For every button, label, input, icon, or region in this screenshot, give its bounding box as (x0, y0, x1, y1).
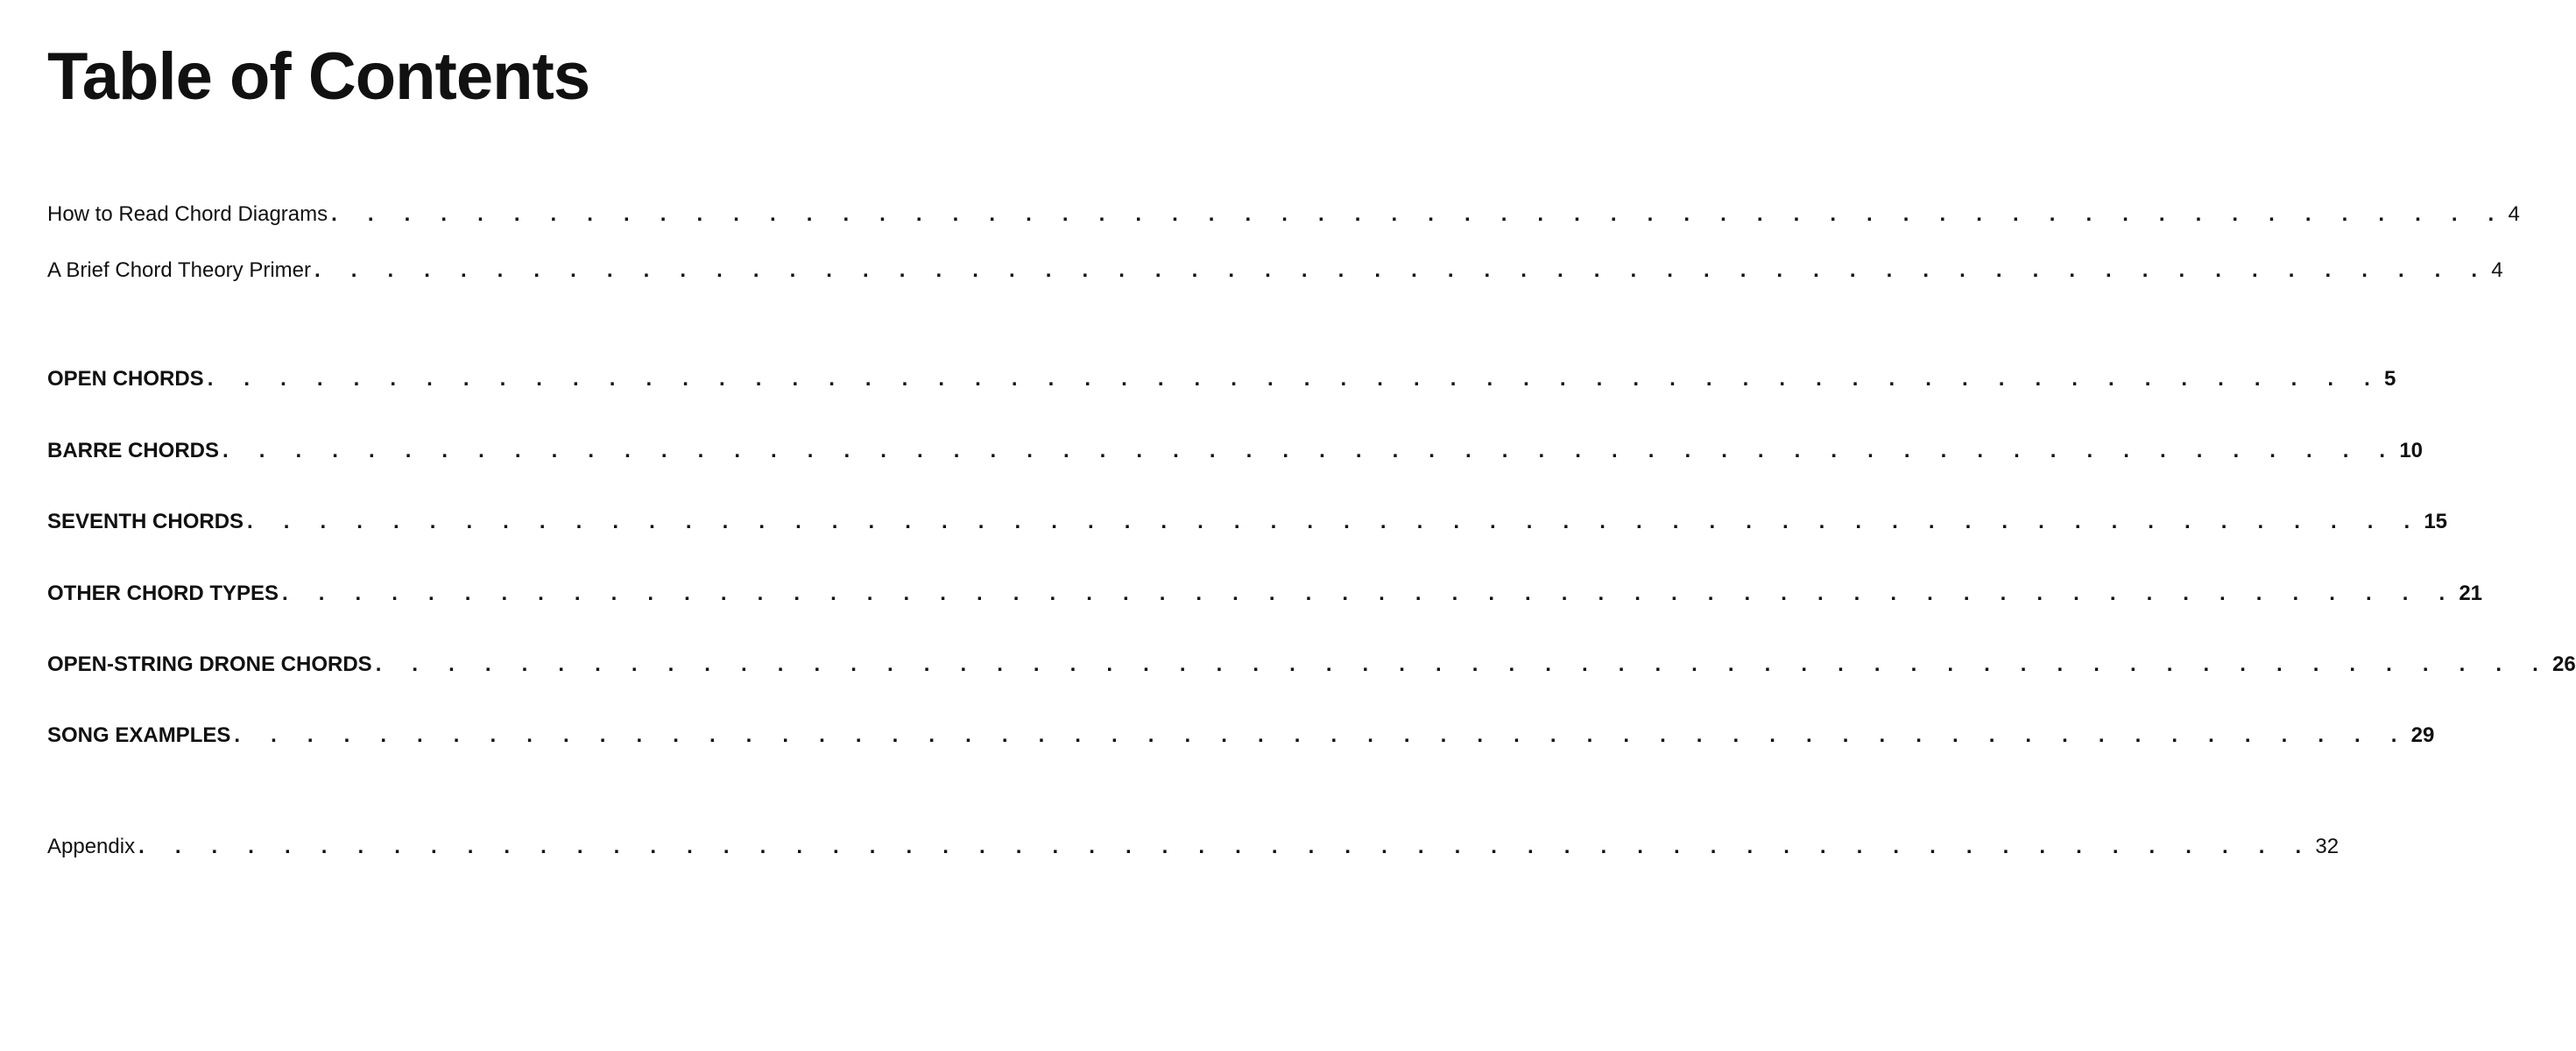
toc-entry-label: How to Read Chord Diagrams (47, 202, 328, 226)
toc-entry-label: OPEN CHORDS (47, 367, 204, 391)
toc-entry-label: BARRE CHORDS (47, 439, 220, 462)
toc-entry-song-examples[interactable] (47, 723, 2435, 747)
toc-entry-label: A Brief Chord Theory Primer (47, 258, 311, 282)
toc-entry-page-number: 4 (2491, 258, 2503, 282)
toc-entry-label: OPEN-STRING DRONE CHORDS (47, 652, 372, 676)
toc-entry-page-number: 32 (2315, 835, 2340, 858)
toc-entry-other-chord-types[interactable] (47, 582, 2483, 605)
toc-entry-page-number: 29 (2410, 723, 2435, 747)
toc-entry-label: SEVENTH CHORDS (47, 510, 244, 533)
toc-entry-page-number: 10 (2399, 439, 2424, 462)
toc-entry-label: SONG EXAMPLES (47, 723, 231, 747)
toc-entry-label: OTHER CHORD TYPES (47, 582, 279, 605)
toc-entry-page-number: 21 (2459, 582, 2483, 605)
dot-leader: . . . . . . . . . . . . . . . . . . . . . . . . . . . . . . . . . . . . . . . . . . . . . . . . . . . . . . . . . . . . (331, 202, 2507, 226)
toc-entry-appendix[interactable] (47, 835, 2340, 858)
toc-entry-page-number: 4 (2508, 202, 2520, 226)
toc-entry-open-string-drone-chords[interactable] (47, 652, 2576, 676)
toc-entry-open-chords[interactable] (47, 367, 2396, 391)
toc-entry-page-number: 15 (2424, 510, 2448, 533)
dot-leader: . . . . . . . . . . . . . . . . . . . . . . . . . . . . . . . . . . . . . . . . . . . . . . . . . . . . . . . . . . . . (282, 582, 2458, 605)
toc-entry-how-to-read-chord-diagrams[interactable] (47, 202, 2520, 226)
toc-entry-brief-chord-theory-primer[interactable] (47, 258, 2503, 282)
dot-leader: . . . . . . . . . . . . . . . . . . . . . . . . . . . . . . . . . . . . . . . . . . . . . . . . . . . . . . . . . . . . (375, 652, 2551, 676)
dot-leader: . . . . . . . . . . . . . . . . . . . . . . . . . . . . . . . . . . . . . . . . . . . . . . . . . . . . . . . . . . . . (207, 367, 2382, 391)
toc-entry-page-number: 26 (2551, 652, 2576, 676)
page-title: Table of Contents (47, 39, 590, 114)
dot-leader: . . . . . . . . . . . . . . . . . . . . . . . . . . . . . . . . . . . . . . . . . . . . . . . . . . . . . . . . . . . . (314, 258, 2490, 282)
toc-entry-barre-chords[interactable] (47, 439, 2424, 462)
toc-entry-seventh-chords[interactable] (47, 510, 2448, 533)
dot-leader: . . . . . . . . . . . . . . . . . . . . . . . . . . . . . . . . . . . . . . . . . . . . . . . . . . . . . . . . . . . . (222, 439, 2398, 462)
dot-leader: . . . . . . . . . . . . . . . . . . . . . . . . . . . . . . . . . . . . . . . . . . . . . . . . . . . . . . . . . . . . (247, 510, 2423, 533)
toc-entry-page-number: 5 (2383, 367, 2396, 391)
dot-leader: . . . . . . . . . . . . . . . . . . . . . . . . . . . . . . . . . . . . . . . . . . . . . . . . . . . . . . . . . . . . (234, 723, 2410, 747)
dot-leader: . . . . . . . . . . . . . . . . . . . . . . . . . . . . . . . . . . . . . . . . . . . . . . . . . . . . . . . . . . . . (138, 835, 2314, 858)
toc-entry-label: Appendix (47, 835, 136, 858)
